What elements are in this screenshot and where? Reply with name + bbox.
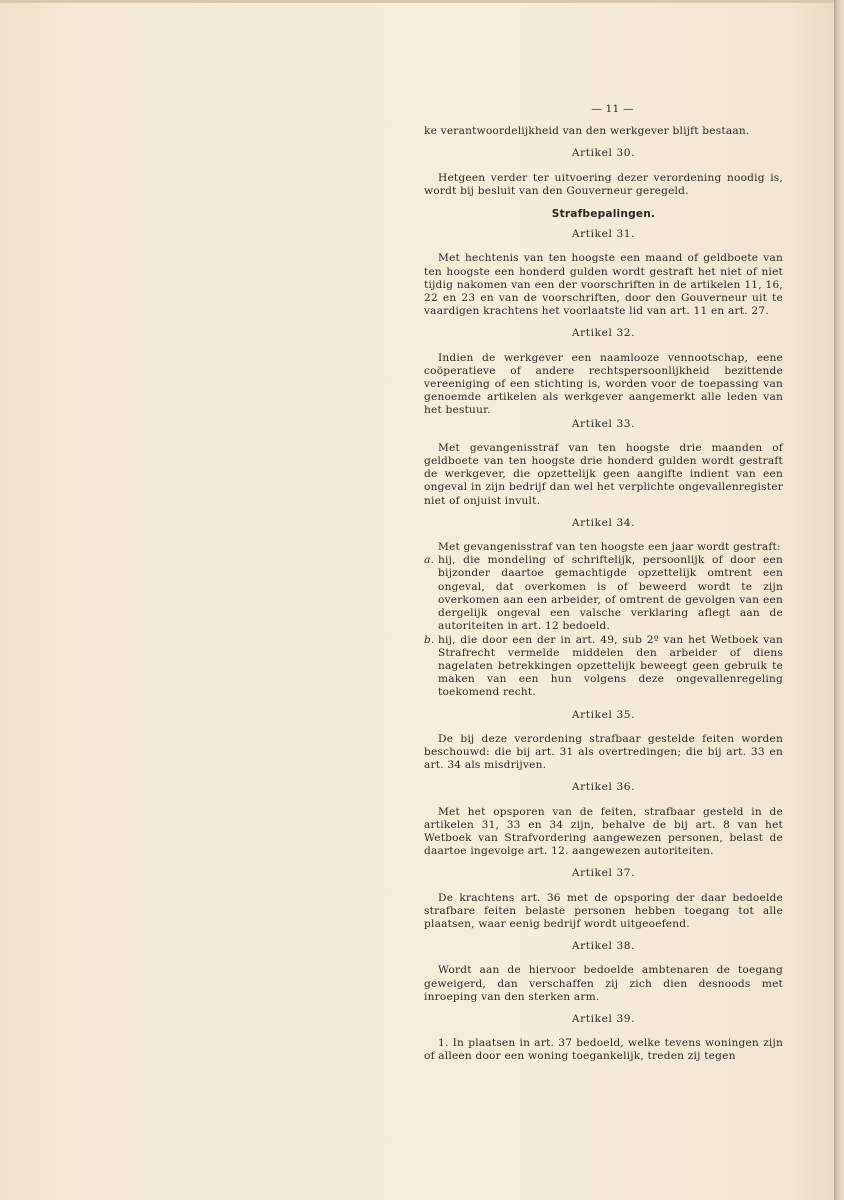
article-30-text: Hetgeen verder ter uitvoering dezer verordening noodig is, wordt bij besluit van den Gouverneur geregeld. [424,171,783,197]
article-34-intro: Met gevangenisstraf van ten hoogste een jaar wordt gestraft: [438,541,781,554]
article-34-list [424,554,783,699]
list-item [424,633,783,700]
article-38-heading: Artikel 38. [571,940,636,953]
article-31-text: Met hechtenis van ten hoogste een maand of geldboete van ten hoogste een honderd gulden wordt gestraft het niet of niet tijdig nakomen van een der voorschriften in de artikelen 11, 16, 22 en 23 en van de voorschriften, door den Gouverneur uit te vaardigen krachtens het voorlaatste lid van art. 11 en art. 27. [424,252,783,318]
article-35-text: De bij deze verordening strafbaar gestelde feiten worden beschouwd: die bij art. 31 als overtredingen; die bij art. 33 en art. 34 als misdrijven. [424,732,783,772]
section-title: Strafbepalingen. [551,208,656,221]
article-35-heading: Artikel 35. [571,708,636,721]
text-column [424,103,783,1064]
article-33-heading: Artikel 33. [571,417,636,430]
list-item [424,554,783,633]
article-39-text: 1. In plaatsen in art. 37 bedoeld, welke tevens woningen zijn of alleen door een woning toegankelijk, treden zij tegen [424,1037,783,1063]
page-edge [834,0,844,1200]
article-36-heading: Artikel 36. [571,781,636,794]
item-label: a. [424,554,435,567]
article-37-text: De krachtens art. 36 met de opsporing der daar bedoelde strafbare feiten belaste personen hebben toegang tot alle plaatsen, waar eenig bedrijf wordt uitgeoefend. [424,891,783,930]
page-number: — 11 — [591,103,634,115]
article-37-heading: Artikel 37. [571,867,636,880]
article-36-text: Met het opsporen van de feiten, strafbaar gesteld in de artikelen 31, 33 en 34 zijn, behalve de bij art. 8 van het Wetboek van Strafvordering aangewezen personen, belast de daartoe ingevolge art. 12. aangewezen autoriteiten. [424,805,783,858]
item-label: b. [424,633,435,646]
article-39-heading: Artikel 39. [571,1012,636,1025]
top-edge [0,0,834,3]
item-text: hij, die mondeling of schriftelijk, persoonlijk of door een bijzonder daartoe gemachtigde opzettelijk omtrent een ongeval, dat overkomen is of beweerd wordt te zijn overkomen aan een arbeider, of omtrent de gevolgen van een dergelijk ongeval een valsche verklaring aflegt aan de autoriteiten in art. 12 bedoeld. [438,554,783,633]
article-32-text: Indien de werkgever een naamlooze vennootschap, eene coöperatieve of andere rechtspersoonlijkheid bezittende vereeniging of een stichting is, worden voor de toepassing van genoemde artikelen als werkgever aangemerkt alle leden van het bestuur. [424,351,783,417]
item-text: hij, die door een der in art. 49, sub 2º van het Wetboek van Strafrecht vermelde middelen den arbeider of diens nagelaten betrekkingen opzettelijk beweegt geen gebruik te maken van een hun volgens deze ongevallenregeling toekomend recht. [438,633,783,699]
article-38-text: Wordt aan de hiervoor bedoelde ambtenaren de toegang geweigerd, dan verschaffen zij zich dien desnoods met inroeping van den sterken arm. [424,964,783,1003]
article-31-heading: Artikel 31. [571,228,636,241]
article-30-heading: Artikel 30. [571,147,636,160]
intro-line: ke verantwoordelijkheid van den werkgever blijft bestaan. [424,125,750,138]
article-33-text: Met gevangenisstraf van ten hoogste drie maanden of geldboete van ten hoogste drie honderd gulden wordt gestraft de werkgever, die opzettelijk geen aangifte indient van een ongeval in zijn bedrijf dan wel het verplichte ongevallenregister niet of onjuist invult. [424,441,783,507]
article-34-heading: Artikel 34. [571,516,636,529]
article-32-heading: Artikel 32. [571,327,636,340]
